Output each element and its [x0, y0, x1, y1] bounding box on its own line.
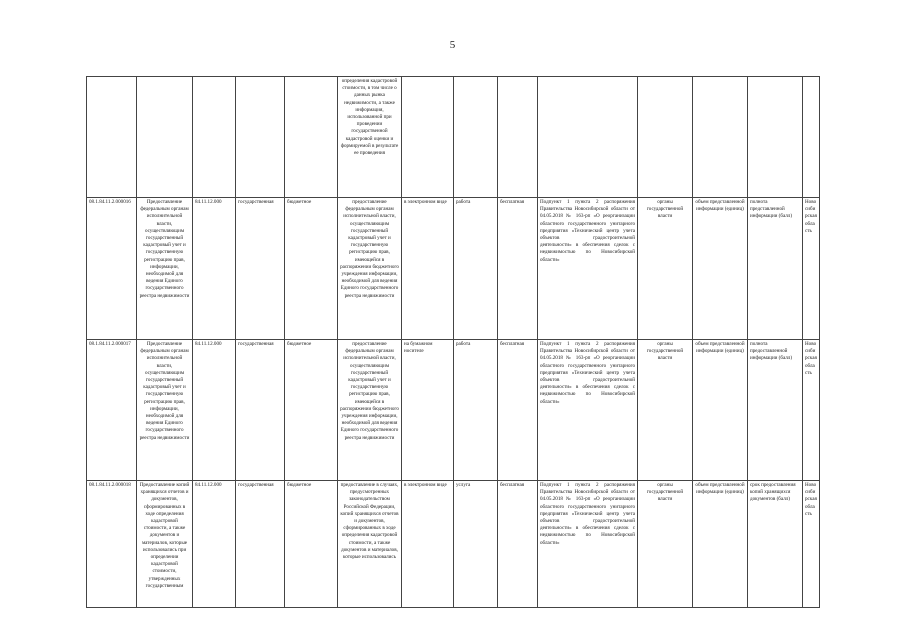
page-number: 5: [449, 39, 456, 51]
cell-volume-indicator: [693, 77, 748, 198]
cell-okved: [193, 77, 236, 198]
cell-content: предоставление федеральным органам исполнительной власти, осуществляющим государственный кадастровый учет и государственную регистрацию прав, имеющейся в распоряжении бюджетного учреждения информации, необходимой для ведения Единого государственного реестра недвижимости: [338, 198, 402, 340]
cell-consumers: органы государственной власти: [638, 481, 693, 608]
cell-kind: государственная: [236, 340, 285, 481]
cell-code: 08.1.84.11.2.000018: [87, 481, 137, 608]
cell-quality-indicator: полнота представленной информации (балл): [748, 198, 803, 340]
cell-type: работа: [454, 198, 498, 340]
cell-payment: бесплатная: [498, 198, 538, 340]
cell-type: работа: [454, 340, 498, 481]
cell-name: Предоставление федеральным органам исполнительной власти, осуществляющим государственный кадастровый учет и государственную регистрацию прав, информации, необходимой для ведения Единого государственного реестра недвижимости: [137, 198, 193, 340]
cell-form: [402, 77, 454, 198]
cell-content: предоставление федеральным органам исполнительной власти, осуществляющим государственный кадастровый учет и государственную регистрацию прав, имеющейся в распоряжении бюджетного учреждения информации, необходимой для ведения Единого государственного реестра недвижимости: [338, 340, 402, 481]
cell-payment: [498, 77, 538, 198]
table-row-continuation: [87, 77, 820, 198]
cell-name: [137, 77, 193, 198]
cell-quality-indicator: [748, 77, 803, 198]
cell-legal-basis: Подпункт 1 пункта 2 распоряжения Правительства Новосибирской области от 04.05.2018 № 163-рп «О реорганизации областного государственного унитарного предприятия «Технический центр учета объектов градостроительной деятельности» в обеспечения сделок с недвижимостью по Новосибирской области»: [538, 340, 638, 481]
cell-consumers: [638, 77, 693, 198]
table-row: [87, 198, 820, 340]
table-row: [87, 481, 820, 608]
cell-institution-type: бюджетное: [285, 340, 338, 481]
cell-kind: государственная: [236, 481, 285, 608]
cell-content: определения кадастровой стоимости, в том числе о данных рынка недвижимости, а также информация, использованной при проведении государственной кадастровой оценки и формируемой в результате ее проведения: [338, 77, 402, 198]
cell-code: 08.1.84.11.2.000016: [87, 198, 137, 340]
cell-form: в электронном виде: [402, 481, 454, 608]
cell-quality-indicator: полнота предоставленной информации (балл): [748, 340, 803, 481]
cell-okved: 84.11.12.000: [193, 198, 236, 340]
register-table: [86, 76, 820, 608]
cell-institution-type: бюджетное: [285, 198, 338, 340]
cell-territory: [803, 77, 820, 198]
table-row: [87, 340, 820, 481]
cell-volume-indicator: объем представленной информации (единиц): [693, 481, 748, 608]
cell-form: на бумажном носителе: [402, 340, 454, 481]
cell-code: 08.1.84.11.2.000017: [87, 340, 137, 481]
cell-territory: Новосибирская область: [803, 481, 820, 608]
cell-name: Предоставление копий хранящихся отчетов и документов, сформированных в ходе определения кадастровой стоимости, а также документов и материалов, которые использовались при определении кадастровой стоимости, утвержденных государственным: [137, 481, 193, 608]
cell-okved: 84.11.12.000: [193, 340, 236, 481]
cell-territory: Новосибирская область: [803, 340, 820, 481]
cell-territory: Новосибирская область: [803, 198, 820, 340]
cell-payment: бесплатная: [498, 481, 538, 608]
cell-institution-type: [285, 77, 338, 198]
cell-form: в электронном виде: [402, 198, 454, 340]
cell-kind: [236, 77, 285, 198]
cell-type: услуга: [454, 481, 498, 608]
cell-type: [454, 77, 498, 198]
cell-consumers: органы государственной власти: [638, 198, 693, 340]
cell-legal-basis: Подпункт 1 пункта 2 распоряжения Правительства Новосибирской области от 04.05.2018 № 163-рп «О реорганизации областного государственного унитарного предприятия «Технический центр учета объектов градостроительной деятельности» в обеспечения сделок с недвижимостью по Новосибирской области»: [538, 481, 638, 608]
cell-kind: государственная: [236, 198, 285, 340]
cell-consumers: органы государственной власти: [638, 340, 693, 481]
cell-legal-basis: [538, 77, 638, 198]
cell-volume-indicator: объем представленной информации (единиц): [693, 198, 748, 340]
cell-quality-indicator: срок предоставления копий хранящихся документов (балл): [748, 481, 803, 608]
cell-institution-type: бюджетное: [285, 481, 338, 608]
cell-content: предоставление в случаях, предусмотренных законодательством Российской Федерации, копий хранящихся отчетов и документов, сформированных в ходе определения кадастровой стоимости, а также документов и материалов, которые использовались: [338, 481, 402, 608]
cell-okved: 84.11.12.000: [193, 481, 236, 608]
cell-legal-basis: Подпункт 1 пункта 2 распоряжения Правительства Новосибирской области от 04.05.2018 № 163-рп «О реорганизации областного государственного унитарного предприятия «Технический центр учета объектов градостроительной деятельности» в обеспечения сделок с недвижимостью по Новосибирской области»: [538, 198, 638, 340]
cell-code: [87, 77, 137, 198]
cell-volume-indicator: объем представленной информации (единиц): [693, 340, 748, 481]
cell-payment: бесплатная: [498, 340, 538, 481]
cell-name: Предоставление федеральным органам исполнительной власти, осуществляющим государственный кадастровый учет и государственную регистрацию прав, информации, необходимой для ведения Единого государственного реестра недвижимости: [137, 340, 193, 481]
